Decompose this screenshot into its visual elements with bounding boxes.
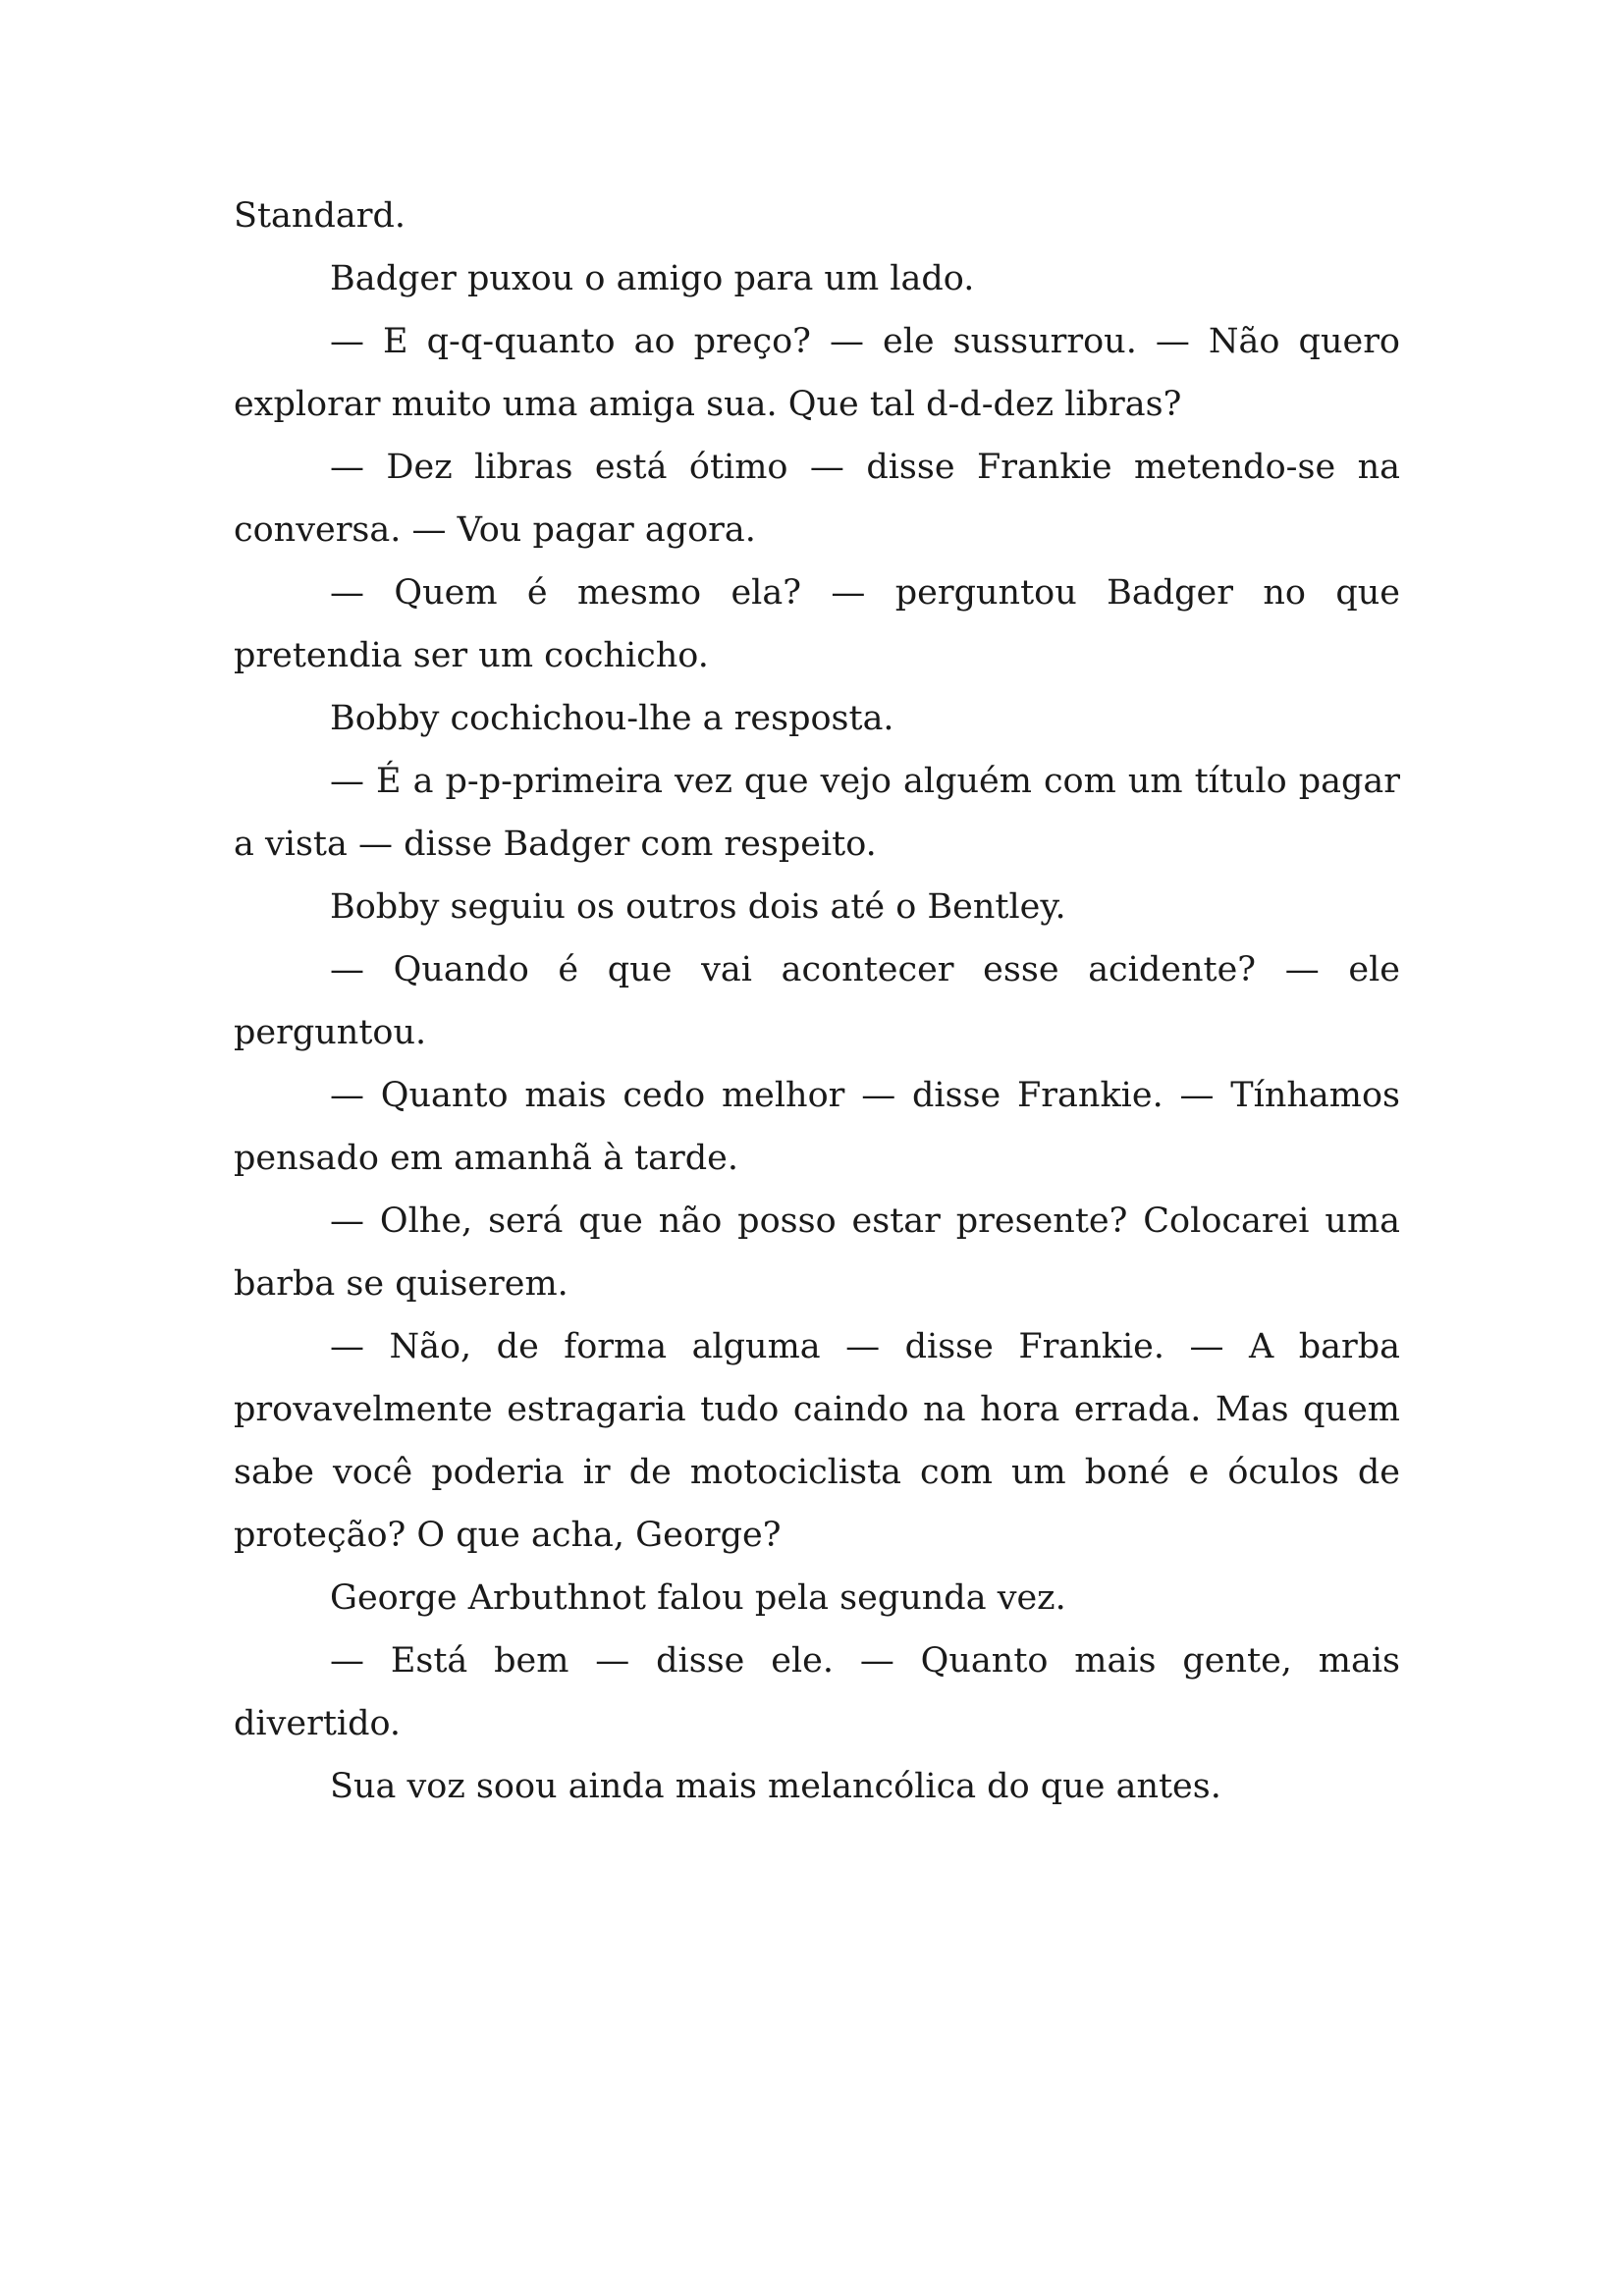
body-text <box>234 185 1400 1818</box>
paragraph: — E q-q-quanto ao preço? — ele sussurrou. — Não quero explorar muito uma amiga sua. Que tal d-d-dez libras? <box>234 322 1400 424</box>
paragraph: Bobby cochichou-lhe a resposta. <box>330 699 894 738</box>
paragraph: — Dez libras está ótimo — disse Frankie metendo-se na conversa. — Vou pagar agora. <box>234 448 1400 550</box>
paragraph: — É a p-p-primeira vez que vejo alguém com um título pagar a vista — disse Badger com respeito. <box>234 762 1400 864</box>
paragraph: — Está bem — disse ele. — Quanto mais gente, mais divertido. <box>234 1641 1400 1743</box>
paragraph: Standard. <box>234 196 406 236</box>
paragraph: — Quanto mais cedo melhor — disse Frankie. — Tínhamos pensado em amanhã à tarde. <box>234 1076 1400 1178</box>
paragraph: — Quando é que vai acontecer esse acidente? — ele perguntou. <box>234 950 1400 1052</box>
paragraph: — Olhe, será que não posso estar presente? Colocarei uma barba se quiserem. <box>234 1201 1400 1304</box>
paragraph: George Arbuthnot falou pela segunda vez. <box>330 1578 1066 1618</box>
paragraph: — Não, de forma alguma — disse Frankie. — A barba provavelmente estragaria tudo caindo na hora errada. Mas quem sabe você poderia ir de motociclista com um boné e óculos de proteção? O que acha, George? <box>234 1327 1400 1555</box>
paragraph: Badger puxou o amigo para um lado. <box>330 259 975 298</box>
paragraph: Sua voz soou ainda mais melancólica do que antes. <box>330 1767 1221 1806</box>
paragraph: — Quem é mesmo ela? — perguntou Badger no que pretendia ser um cochicho. <box>234 573 1400 675</box>
paragraph: Bobby seguiu os outros dois até o Bentley. <box>330 887 1066 927</box>
